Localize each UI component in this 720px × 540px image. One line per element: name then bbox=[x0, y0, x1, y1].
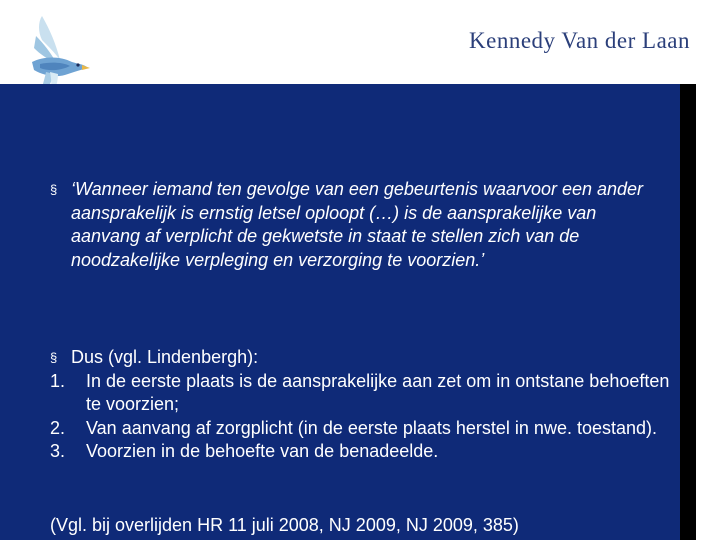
list-item-number: 1. bbox=[50, 370, 66, 391]
list-item bbox=[50, 440, 670, 464]
intro-text: Dus (vgl. Lindenbergh): bbox=[71, 347, 259, 367]
edge-strip bbox=[696, 84, 720, 540]
quote-bullet: § bbox=[50, 182, 58, 197]
intro-bullet: § bbox=[50, 350, 58, 365]
brand-name: Kennedy Van der Laan bbox=[469, 28, 690, 53]
reference-note: (Vgl. bij overlijden HR 11 juli 2008, NJ 2009, NJ 2009, 385) bbox=[50, 515, 519, 535]
list-item-text: Voorzien in de behoefte van de benadeelde. bbox=[86, 441, 439, 461]
list-item bbox=[50, 370, 670, 417]
numbered-list bbox=[50, 346, 670, 464]
list-intro bbox=[50, 346, 670, 370]
list-item-number: 2. bbox=[50, 417, 66, 438]
list-item-text: Van aanvang af zorgplicht (in de eerste plaats herstel in nwe. toestand). bbox=[86, 417, 658, 438]
list-item bbox=[50, 417, 670, 441]
quote-block bbox=[50, 178, 650, 272]
list-item-text: In de eerste plaats is de aansprakelijke aan zet om in ontstane behoeften te voorzien; bbox=[86, 370, 670, 414]
list-item-number: 3. bbox=[50, 441, 66, 461]
quote-text: ‘Wanneer iemand ten gevolge van een gebeurtenis waarvoor een ander aansprakelijk is ernstig letsel oploopt (…) is de aansprakelijke van aanvang af verplicht de gekwetste in staat te stellen zich van de noodzakelijke verpleging en verzorging te voorzien.’ bbox=[71, 179, 644, 270]
